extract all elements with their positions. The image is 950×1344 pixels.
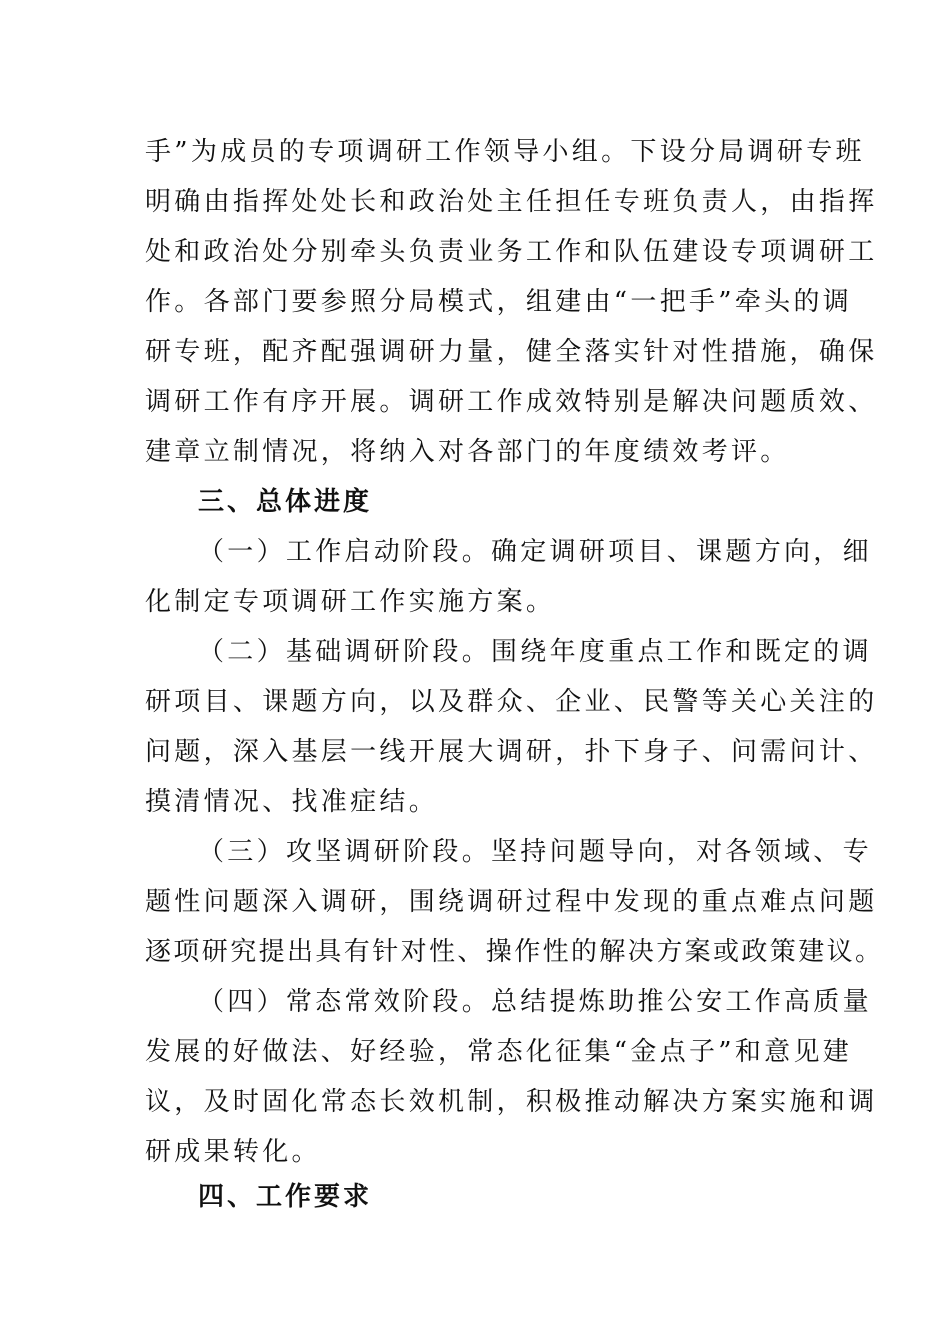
- paragraph-line: 处和政治处分别牵头负责业务工作和队伍建设专项调研工: [145, 237, 878, 267]
- paragraph-line: 调研工作有序开展。调研工作成效特别是解决问题质效、: [145, 387, 878, 417]
- paragraph-line: 逐项研究提出具有针对性、操作性的解决方案或政策建议。: [145, 937, 884, 967]
- section-heading: 三、总体进度: [198, 487, 373, 517]
- paragraph-line: 议，及时固化常态长效机制，积极推动解决方案实施和调: [145, 1087, 878, 1117]
- paragraph-line: 化制定专项调研工作实施方案。: [145, 587, 556, 617]
- paragraph-line: 明确由指挥处处长和政治处主任担任专班负责人，由指挥: [145, 187, 878, 217]
- section-heading: 四、工作要求: [198, 1182, 373, 1212]
- paragraph-line: 发展的好做法、好经验，常态化征集“金点子”和意见建: [145, 1037, 853, 1067]
- paragraph-line: 作。各部门要参照分局模式，组建由“一把手”牵头的调: [145, 287, 853, 317]
- paragraph-line: 研专班，配齐配强调研力量，健全落实针对性措施，确保: [145, 337, 878, 367]
- paragraph-line: 摸清情况、找准症结。: [145, 787, 439, 817]
- paragraph-line: （四）常态常效阶段。总结提炼助推公安工作高质量: [198, 987, 872, 1017]
- paragraph-line: 研成果转化。: [145, 1137, 321, 1167]
- paragraph-line: （三）攻坚调研阶段。坚持问题导向，对各领域、专: [198, 837, 872, 867]
- paragraph-line: （一）工作启动阶段。确定调研项目、课题方向，细: [198, 537, 872, 567]
- paragraph-line: 研项目、课题方向，以及群众、企业、民警等关心关注的: [145, 687, 878, 717]
- paragraph-line: 问题，深入基层一线开展大调研，扑下身子、问需问计、: [145, 737, 878, 767]
- paragraph-line: 建章立制情况，将纳入对各部门的年度绩效考评。: [145, 437, 790, 467]
- paragraph-line: 手”为成员的专项调研工作领导小组。下设分局调研专班: [145, 137, 865, 167]
- paragraph-line: 题性问题深入调研，围绕调研过程中发现的重点难点问题: [145, 887, 878, 917]
- paragraph-line: （二）基础调研阶段。围绕年度重点工作和既定的调: [198, 637, 872, 667]
